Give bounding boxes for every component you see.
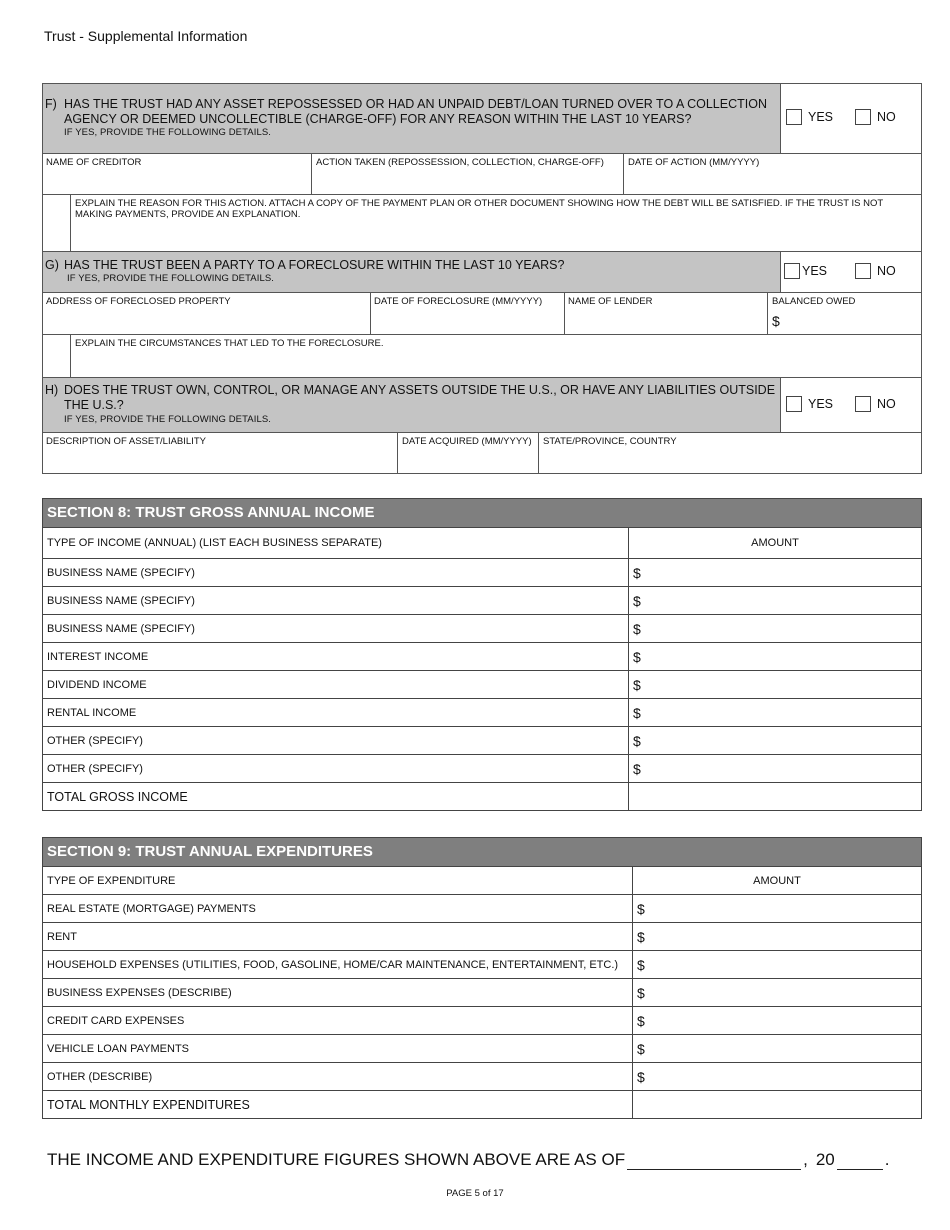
- question-g-letter: G): [45, 258, 59, 272]
- question-h-note: IF YES, PROVIDE THE FOLLOWING DETAILS.: [64, 414, 272, 425]
- question-h-no-option[interactable]: [855, 396, 896, 412]
- total-gross-income-label: TOTAL GROSS INCOME: [43, 783, 629, 810]
- expenditure-row-label: HOUSEHOLD EXPENSES (UTILITIES, FOOD, GASOLINE, HOME/CAR MAINTENANCE, ENTERTAINMENT, ETC.): [43, 951, 633, 978]
- income-amount-field[interactable]: $: [633, 760, 641, 777]
- description-of-asset-field[interactable]: DESCRIPTION OF ASSET/LIABILITY: [46, 436, 206, 447]
- divider: [70, 334, 71, 378]
- table-row: [43, 950, 921, 978]
- income-row-label: DIVIDEND INCOME: [43, 671, 629, 698]
- expenditure-amount-field[interactable]: $: [637, 1068, 645, 1085]
- question-f-no-option[interactable]: [855, 109, 896, 125]
- expenditure-amount-field[interactable]: $: [637, 928, 645, 945]
- question-h-yes-option[interactable]: [786, 396, 833, 412]
- income-row-label: OTHER (SPECIFY): [43, 755, 629, 782]
- table-row: [43, 698, 921, 726]
- income-row-label: BUSINESS NAME (SPECIFY): [43, 615, 629, 642]
- as-of-statement-text: THE INCOME AND EXPENDITURE FIGURES SHOWN ABOVE ARE AS OF: [47, 1150, 626, 1169]
- table-row: [43, 614, 921, 642]
- question-f-yes-option[interactable]: [786, 109, 833, 125]
- question-g-no-checkbox[interactable]: [855, 263, 871, 279]
- as-of-period: .: [884, 1150, 890, 1169]
- question-f-explain-field-line2: MAKING PAYMENTS, PROVIDE AN EXPLANATION.: [75, 209, 301, 220]
- divider: [397, 432, 398, 474]
- table-row: [43, 754, 921, 782]
- question-g-yes-option[interactable]: [784, 263, 827, 279]
- amount-column-header: AMOUNT: [751, 537, 799, 549]
- divider: [70, 194, 71, 252]
- table-row: [43, 1006, 921, 1034]
- as-of-statement: [47, 1150, 890, 1170]
- question-g-explain-field[interactable]: EXPLAIN THE CIRCUMSTANCES THAT LED TO THE FORECLOSURE.: [75, 338, 384, 349]
- income-amount-field[interactable]: $: [633, 676, 641, 693]
- income-amount-field[interactable]: $: [633, 704, 641, 721]
- total-monthly-expenditures-label: TOTAL MONTHLY EXPENDITURES: [43, 1091, 633, 1118]
- page-header-title: Trust - Supplemental Information: [44, 28, 248, 44]
- income-amount-field[interactable]: $: [633, 592, 641, 609]
- divider: [767, 292, 768, 335]
- divider: [564, 292, 565, 335]
- question-g-yes-checkbox[interactable]: [784, 263, 800, 279]
- income-row-label: INTEREST INCOME: [43, 643, 629, 670]
- as-of-date-field[interactable]: [627, 1152, 801, 1170]
- table-row: [43, 642, 921, 670]
- table-row: [43, 726, 921, 754]
- as-of-year-field[interactable]: [837, 1152, 883, 1170]
- expenditure-row-label: RENT: [43, 923, 633, 950]
- total-gross-income-row: [43, 782, 921, 810]
- section-8-table: [42, 498, 922, 811]
- balance-owed-currency: $: [772, 313, 780, 329]
- section-9-table: [42, 837, 922, 1119]
- question-f-no-label: NO: [877, 110, 896, 124]
- amount-column-header: AMOUNT: [753, 874, 801, 887]
- income-amount-field[interactable]: $: [633, 564, 641, 581]
- divider: [311, 153, 312, 195]
- expenditure-amount-field[interactable]: $: [637, 956, 645, 973]
- question-h-text-line1: DOES THE TRUST OWN, CONTROL, OR MANAGE ANY ASSETS OUTSIDE THE U.S., OR HAVE ANY LIABILITIES OUTSIDE: [64, 383, 776, 397]
- income-amount-field[interactable]: $: [633, 732, 641, 749]
- income-row-label: RENTAL INCOME: [43, 699, 629, 726]
- table-row: [43, 922, 921, 950]
- question-h-text-line2: THE U.S.?: [64, 398, 124, 412]
- expenditure-amount-field[interactable]: $: [637, 1040, 645, 1057]
- table-row: [43, 558, 921, 586]
- question-h-no-checkbox[interactable]: [855, 396, 871, 412]
- income-amount-field[interactable]: $: [633, 648, 641, 665]
- question-h-letter: H): [45, 383, 59, 397]
- income-row-label: OTHER (SPECIFY): [43, 727, 629, 754]
- table-row: [43, 586, 921, 614]
- question-f-yes-checkbox[interactable]: [786, 109, 802, 125]
- question-h-no-label: NO: [877, 397, 896, 411]
- section-9-header-row: [43, 866, 921, 894]
- date-of-action-field[interactable]: DATE OF ACTION (MM/YYYY): [628, 157, 760, 168]
- table-row: [43, 1034, 921, 1062]
- table-row: [43, 670, 921, 698]
- expenditure-amount-field[interactable]: $: [637, 900, 645, 917]
- question-f-no-checkbox[interactable]: [855, 109, 871, 125]
- address-of-foreclosed-property-field[interactable]: ADDRESS OF FORECLOSED PROPERTY: [46, 296, 231, 307]
- table-row: [43, 1062, 921, 1090]
- total-monthly-expenditures-field[interactable]: [633, 1091, 921, 1118]
- expenditure-row-label: REAL ESTATE (MORTGAGE) PAYMENTS: [43, 895, 633, 922]
- divider: [623, 153, 624, 195]
- question-g-no-option[interactable]: [855, 263, 896, 279]
- question-f-text-line2: AGENCY OR DEEMED UNCOLLECTIBLE (CHARGE-OFF) FOR ANY REASON WITHIN THE LAST 10 YEARS?: [64, 112, 692, 126]
- expenditure-amount-field[interactable]: $: [637, 1012, 645, 1029]
- question-f-letter: F): [45, 97, 57, 111]
- section-8-header-row: [43, 527, 921, 558]
- question-g-no-label: NO: [877, 264, 896, 278]
- expenditure-row-label: CREDIT CARD EXPENSES: [43, 1007, 633, 1034]
- as-of-comma: ,: [803, 1150, 808, 1169]
- expenditure-row-label: BUSINESS EXPENSES (DESCRIBE): [43, 979, 633, 1006]
- expenditure-row-label: VEHICLE LOAN PAYMENTS: [43, 1035, 633, 1062]
- total-monthly-expenditures-row: [43, 1090, 921, 1118]
- date-of-foreclosure-field[interactable]: DATE OF FORECLOSURE (MM/YYYY): [374, 296, 543, 307]
- income-row-label: BUSINESS NAME (SPECIFY): [43, 559, 629, 586]
- state-province-country-field[interactable]: STATE/PROVINCE, COUNTRY: [543, 436, 677, 447]
- question-f-text-line1: HAS THE TRUST HAD ANY ASSET REPOSSESSED OR HAD AN UNPAID DEBT/LOAN TURNED OVER TO A COLLECTION: [64, 97, 767, 111]
- name-of-creditor-field[interactable]: NAME OF CREDITOR: [46, 157, 142, 168]
- as-of-year-prefix: 20: [815, 1150, 835, 1169]
- question-f-yes-label: YES: [808, 110, 834, 124]
- divider: [538, 432, 539, 474]
- income-type-column-header: TYPE OF INCOME (ANNUAL) (LIST EACH BUSINESS SEPARATE): [43, 528, 629, 558]
- page-number: PAGE 5 of 17: [446, 1188, 504, 1199]
- total-gross-income-field[interactable]: [629, 783, 921, 810]
- table-row: [43, 894, 921, 922]
- section-8-title: SECTION 8: TRUST GROSS ANNUAL INCOME: [43, 499, 921, 527]
- name-of-lender-field[interactable]: NAME OF LENDER: [568, 296, 653, 307]
- expenditure-type-column-header: TYPE OF EXPENDITURE: [43, 867, 633, 894]
- section-9-title: SECTION 9: TRUST ANNUAL EXPENDITURES: [43, 838, 921, 866]
- question-f-note: IF YES, PROVIDE THE FOLLOWING DETAILS.: [64, 127, 272, 138]
- action-taken-field[interactable]: ACTION TAKEN (REPOSSESSION, COLLECTION, CHARGE-OFF): [316, 157, 604, 168]
- income-row-label: BUSINESS NAME (SPECIFY): [43, 587, 629, 614]
- question-h-yes-label: YES: [808, 397, 834, 411]
- expenditure-amount-field[interactable]: $: [637, 984, 645, 1001]
- expenditure-row-label: OTHER (DESCRIBE): [43, 1063, 633, 1090]
- table-row: [43, 978, 921, 1006]
- divider: [370, 292, 371, 335]
- balance-owed-field[interactable]: BALANCED OWED: [772, 296, 856, 307]
- question-h-yes-checkbox[interactable]: [786, 396, 802, 412]
- question-g-yes-label: YES: [802, 264, 828, 278]
- income-amount-field[interactable]: $: [633, 620, 641, 637]
- question-g-note: IF YES, PROVIDE THE FOLLOWING DETAILS.: [67, 273, 275, 284]
- question-g-text: HAS THE TRUST BEEN A PARTY TO A FORECLOSURE WITHIN THE LAST 10 YEARS?: [64, 258, 565, 272]
- question-f-explain-field-line1[interactable]: EXPLAIN THE REASON FOR THIS ACTION. ATTACH A COPY OF THE PAYMENT PLAN OR OTHER DOCUMENT SHOWING HOW THE DEBT WILL BE SATISFIED. IF THE TRUST IS NOT: [75, 198, 884, 209]
- date-acquired-field[interactable]: DATE ACQUIRED (MM/YYYY): [402, 436, 532, 447]
